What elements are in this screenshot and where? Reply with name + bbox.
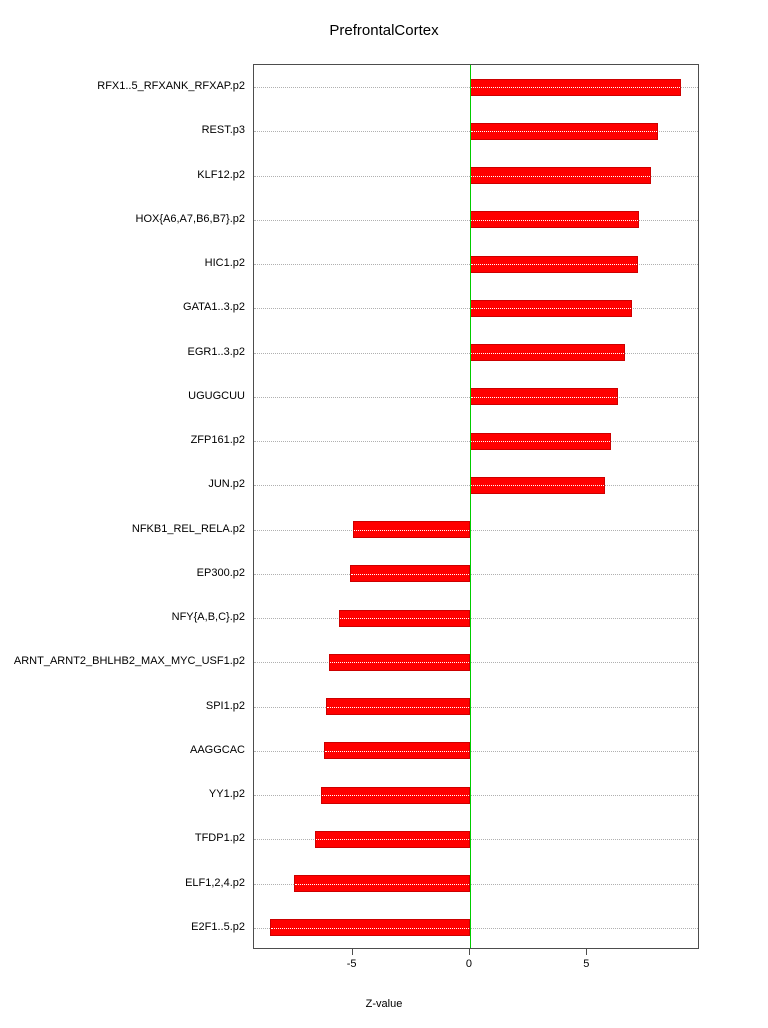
x-tick-mark (469, 949, 470, 955)
bar (324, 742, 470, 759)
y-axis-category-labels (0, 64, 253, 949)
bar (326, 698, 470, 715)
bar-hatch (471, 308, 631, 309)
bar (470, 388, 618, 405)
bar (321, 787, 470, 804)
gridline (254, 751, 698, 752)
x-tick-label: -5 (346, 958, 357, 970)
category-label: NFKB1_REL_RELA.p2 (131, 522, 245, 535)
bar-hatch (471, 353, 624, 354)
gridline (254, 530, 698, 531)
bar (470, 477, 605, 494)
gridline (254, 574, 698, 575)
bar (470, 79, 681, 96)
category-label: RFX1..5_RFXANK_RFXAP.p2 (97, 80, 245, 93)
x-tick-mark (352, 949, 353, 955)
category-label: YY1.p2 (208, 788, 245, 801)
category-label: AAGGCAC (189, 743, 245, 756)
category-label: ELF1,2,4.p2 (185, 876, 245, 889)
category-label: JUN.p2 (208, 478, 245, 491)
bar (470, 211, 639, 228)
bar (294, 875, 470, 892)
category-label: KLF12.p2 (197, 168, 245, 181)
bar-hatch (325, 751, 469, 752)
bar (470, 344, 625, 361)
chart-title: PrefrontalCortex (329, 22, 439, 39)
bar (470, 256, 638, 273)
bar-hatch (340, 618, 469, 619)
bar-hatch (322, 795, 469, 796)
bar-hatch (327, 707, 469, 708)
bar-hatch (471, 441, 610, 442)
bar-hatch (316, 839, 469, 840)
category-label: HOX{A6,A7,B6,B7}.p2 (135, 212, 245, 225)
bar-hatch (471, 131, 657, 132)
bar (270, 919, 470, 936)
bar (315, 831, 470, 848)
bar-hatch (471, 485, 604, 486)
category-label: GATA1..3.p2 (183, 301, 245, 314)
bar-hatch (471, 176, 650, 177)
bar (470, 300, 632, 317)
bar-hatch (271, 928, 469, 929)
bar-hatch (471, 87, 680, 88)
category-label: TFDP1.p2 (194, 832, 245, 845)
bar (353, 521, 470, 538)
x-tick-mark (586, 949, 587, 955)
x-axis (253, 949, 699, 989)
category-label: E2F1..5.p2 (191, 920, 245, 933)
bar-hatch (330, 662, 469, 663)
x-axis-title: Z-value (365, 998, 403, 1010)
bar (329, 654, 470, 671)
category-label: SPI1.p2 (205, 699, 245, 712)
category-label: ZFP161.p2 (190, 434, 245, 447)
category-label: EP300.p2 (196, 566, 245, 579)
bar-hatch (354, 530, 469, 531)
bar (339, 610, 470, 627)
gridline (254, 707, 698, 708)
category-label: EGR1..3.p2 (187, 345, 245, 358)
category-label: REST.p3 (201, 124, 245, 137)
category-label: ARNT_ARNT2_BHLHB2_MAX_MYC_USF1.p2 (13, 655, 245, 668)
bar (470, 433, 611, 450)
bar-hatch (471, 220, 638, 221)
bar (470, 123, 658, 140)
bar (470, 167, 651, 184)
bar (350, 565, 470, 582)
bar-hatch (295, 884, 469, 885)
category-label: NFY{A,B,C}.p2 (171, 611, 245, 624)
x-tick-label: 0 (465, 958, 473, 970)
gridline (254, 662, 698, 663)
bar-hatch (471, 397, 617, 398)
gridline (254, 618, 698, 619)
x-tick-label: 5 (583, 958, 590, 970)
category-label: UGUGCUU (188, 389, 245, 402)
bar-hatch (471, 264, 637, 265)
plot-area (253, 64, 699, 949)
bar-hatch (351, 574, 469, 575)
category-label: HIC1.p2 (204, 257, 245, 270)
zero-reference-line (470, 65, 471, 948)
